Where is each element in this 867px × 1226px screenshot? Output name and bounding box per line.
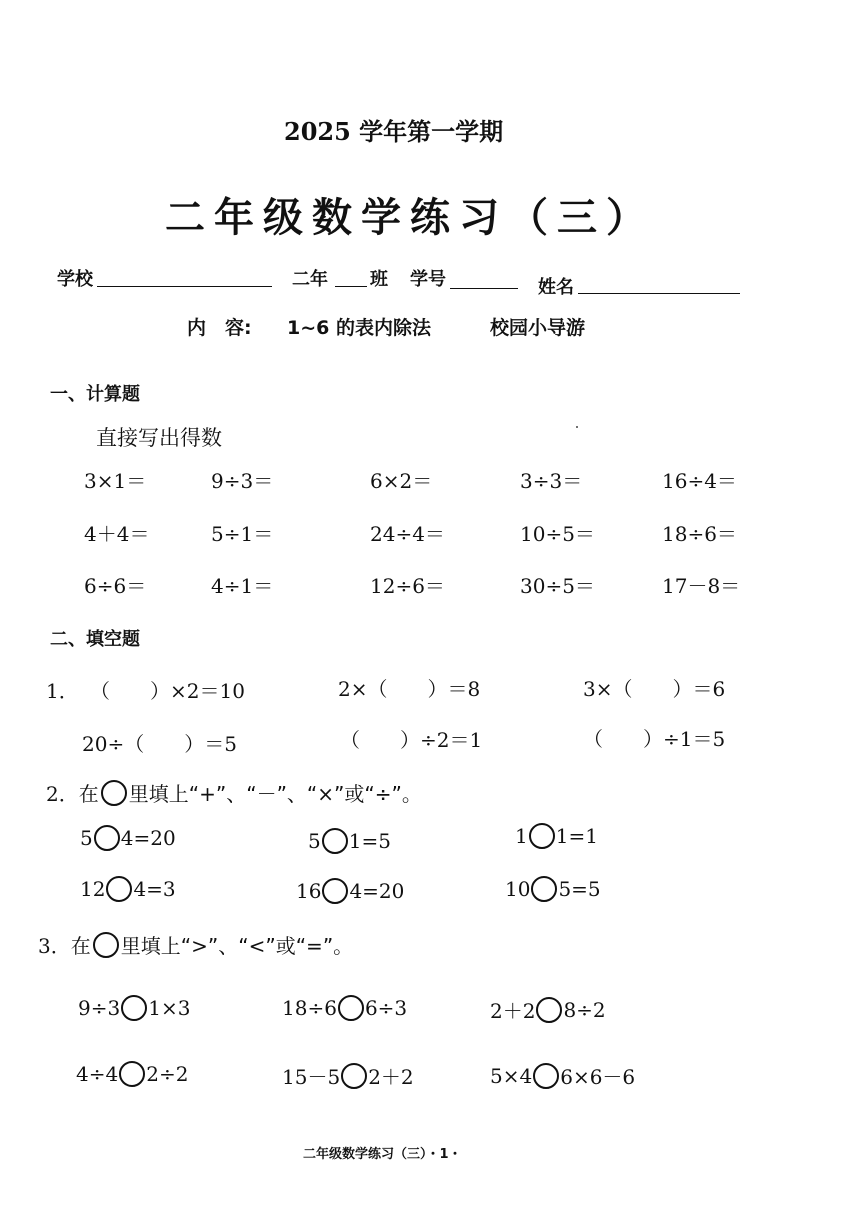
circle-expression [505,876,601,902]
calc-item: 16÷4＝ [662,469,737,493]
circle-expression [296,878,404,904]
expression-right: 6÷3 [364,996,408,1020]
term-heading: 2025 学年第一学期 [284,117,504,146]
answer-circle[interactable] [121,995,147,1021]
calc-item: 9÷3＝ [211,469,274,493]
expression-left: 10 [505,877,531,901]
expression-right: 4=20 [349,879,405,903]
grade-label: 二年 [292,269,328,290]
expression-left: 4÷4 [76,1062,119,1086]
expression-left: 2＋2 [490,999,536,1023]
fill-blank-item[interactable]: 20÷（ ）＝5 [82,732,237,756]
answer-circle[interactable] [119,1061,145,1087]
answer-circle[interactable] [533,1063,559,1089]
expression-left: 5×4 [490,1063,533,1088]
fill-blank-item[interactable]: 3×（ ）＝6 [583,677,726,701]
answer-circle[interactable] [106,876,132,902]
calc-item: 4÷1＝ [211,574,274,598]
calc-item: 17－8＝ [662,574,741,598]
answer-circle[interactable] [338,995,364,1021]
school-field[interactable] [97,286,272,287]
calc-item: 5÷1＝ [211,522,274,546]
calc-item: 24÷4＝ [370,522,445,546]
calc-item: 6×2＝ [370,469,433,493]
answer-circle[interactable] [536,997,562,1023]
question-2-number: 2． [46,782,79,806]
student-number-field[interactable] [450,288,518,289]
calc-item: 3×1＝ [84,469,147,493]
calc-item: 4＋4＝ [84,522,150,546]
expression-left: 15－5 [282,1065,341,1089]
page-title: 二年级数学练习（三） [165,194,655,241]
answer-circle[interactable] [529,823,555,849]
content-unit: 校园小导游 [490,317,586,339]
expression-right: 5=5 [558,877,601,901]
grade-field[interactable] [335,286,367,287]
circle-expression [80,825,176,851]
section-heading-calculation: 一、计算题 [50,384,140,405]
fill-blank-item[interactable]: （ ）÷1＝5 [583,727,726,751]
expression-left: 5 [308,829,321,853]
question-3-prompt-post: 里填上“>”、“<”或“=”。 [120,934,354,958]
question-1-number: 1． [46,679,79,703]
circle-expression [78,995,190,1021]
calc-item: 18÷6＝ [662,522,737,546]
name-field[interactable] [578,293,740,294]
expression-left: 9÷3 [78,996,121,1020]
answer-circle[interactable] [531,876,557,902]
expression-left: 5 [80,826,93,850]
expression-right: 1=1 [555,824,598,848]
question-3-number: 3． [38,934,71,958]
circle-icon [101,780,127,806]
page-footer: 二年级数学练习（三）・1・ [303,1147,462,1162]
question-2-prompt [46,778,422,807]
expression-left: 16 [296,879,322,903]
content-topic: 1~6 的表内除法 [287,317,431,339]
print-speck [576,426,578,428]
section-heading-fill-blank: 二、填空题 [50,629,140,650]
calc-item: 10÷5＝ [520,522,595,546]
fill-blank-item[interactable]: 2×（ ）＝8 [338,677,481,701]
student-number-label: 学号 [410,269,446,290]
circle-expression [308,828,391,854]
expression-right: 2÷2 [146,1062,189,1086]
fill-blank-item[interactable]: （ ）×2＝10 [90,679,245,703]
expression-left: 12 [80,877,106,901]
content-label: 内 容: [187,317,252,339]
class-label: 班 [370,269,388,290]
expression-right: 4=3 [133,877,176,901]
expression-right: 6×6－6 [560,1065,636,1089]
answer-circle[interactable] [322,828,348,854]
expression-right: 8÷2 [563,997,606,1022]
name-label: 姓名 [538,277,574,298]
answer-circle[interactable] [322,878,348,904]
expression-left: 18÷6 [282,996,337,1020]
expression-right: 1×3 [148,996,191,1020]
answer-circle[interactable] [94,825,120,851]
expression-left: 1 [515,824,528,848]
circle-expression [515,823,598,849]
question-2-prompt-post: 里填上“+”、“－”、“×”或“÷”。 [128,782,422,806]
expression-right: 1=5 [348,829,391,853]
calc-item: 6÷6＝ [84,574,147,598]
expression-right: 2＋2 [368,1065,414,1089]
question-3-prompt-pre: 在 [70,934,91,958]
fill-blank-item[interactable]: （ ）÷2＝1 [340,728,483,752]
circle-expression [80,876,176,902]
circle-expression [282,995,407,1021]
answer-circle[interactable] [341,1063,367,1089]
calculation-instruction: 直接写出得数 [96,426,222,450]
expression-right: 4=20 [120,826,176,850]
circle-expression [490,1061,635,1090]
calc-item: 12÷6＝ [370,574,445,598]
question-2-prompt-pre: 在 [78,782,99,806]
circle-expression [490,995,606,1024]
circle-icon [93,932,119,958]
circle-expression [76,1061,188,1087]
question-3-prompt [38,930,353,959]
school-label: 学校 [57,269,93,290]
circle-expression [282,1061,414,1090]
calc-item: 3÷3＝ [520,469,583,493]
calc-item: 30÷5＝ [520,574,595,598]
